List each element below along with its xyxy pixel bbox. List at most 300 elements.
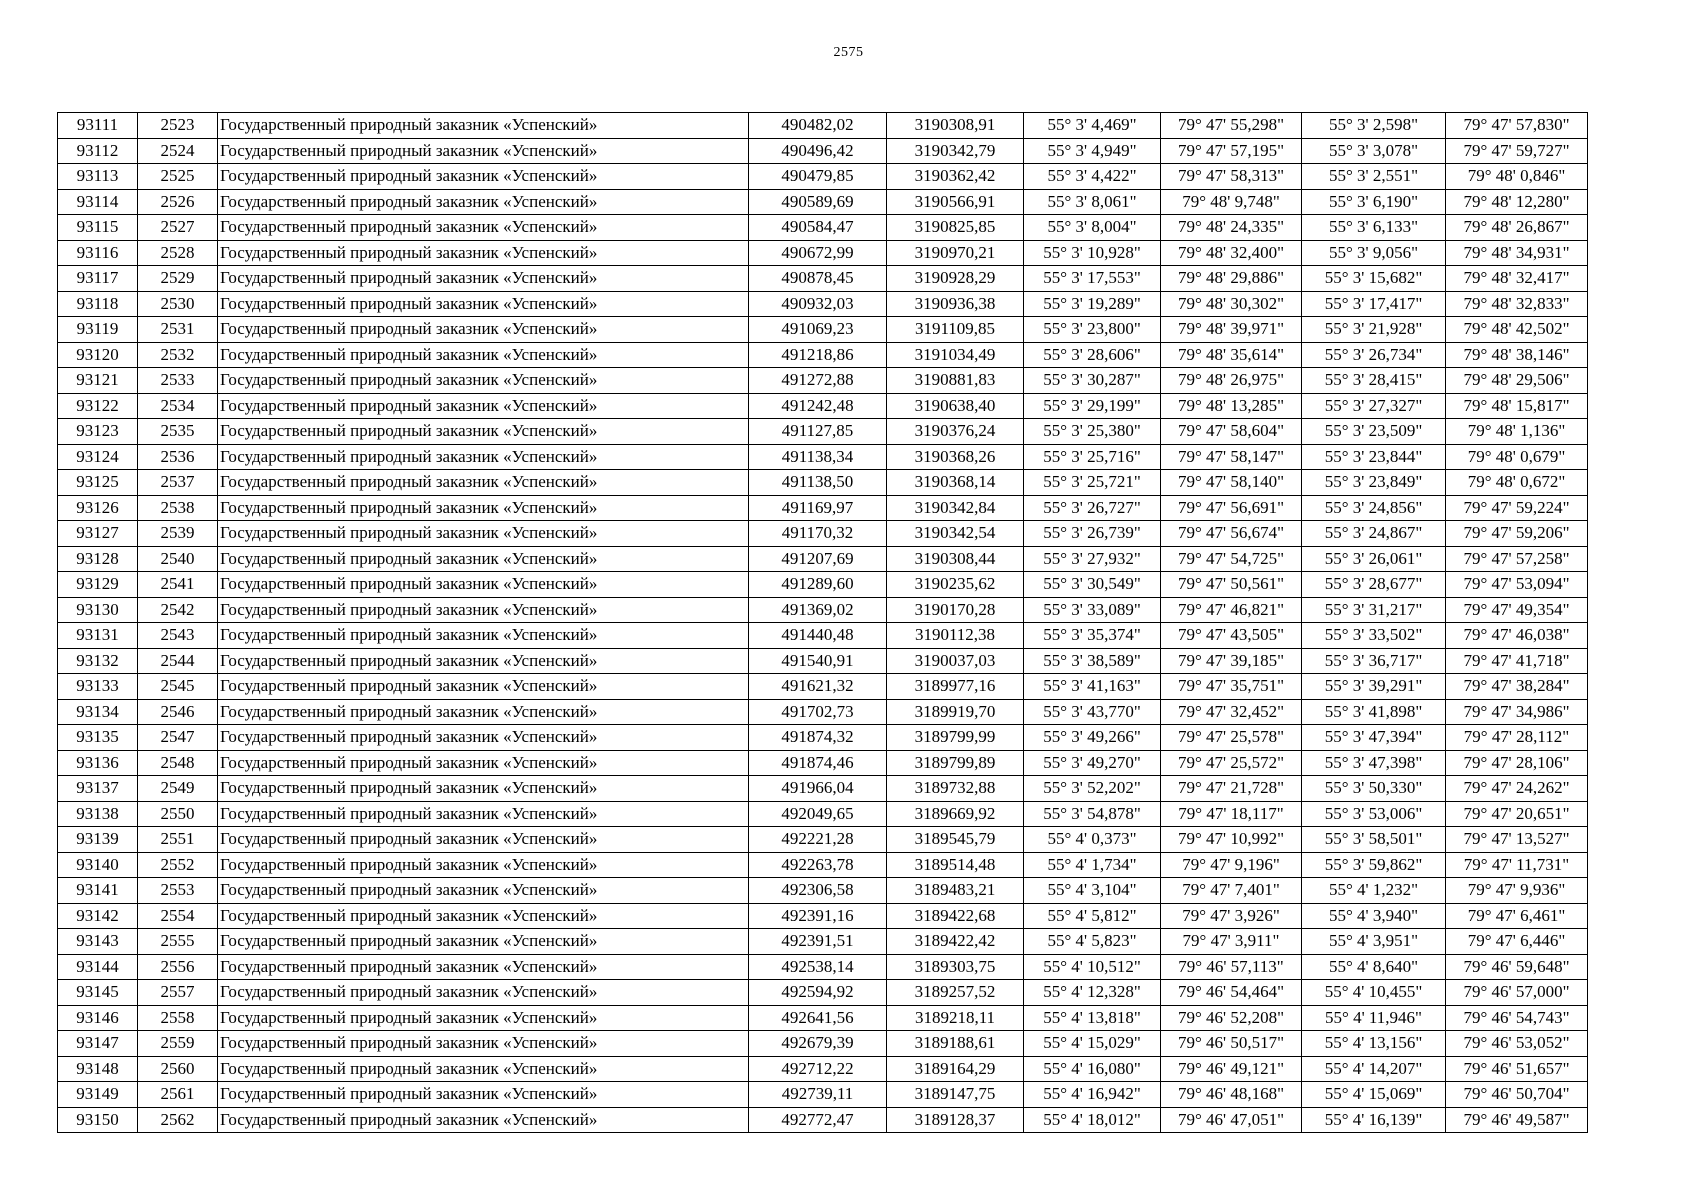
latitude-2-cell: 55° 3' 23,509"	[1302, 419, 1446, 445]
latitude-2-cell: 55° 3' 24,856"	[1302, 495, 1446, 521]
row-number-cell: 93117	[58, 266, 138, 292]
latitude-1-cell: 55° 3' 43,770"	[1024, 699, 1161, 725]
x-coordinate-cell: 491369,02	[749, 597, 887, 623]
table-row	[58, 699, 1588, 725]
y-coordinate-cell: 3189303,75	[887, 954, 1024, 980]
latitude-1-cell: 55° 3' 33,089"	[1024, 597, 1161, 623]
point-number-cell: 2545	[138, 674, 218, 700]
longitude-1-cell: 79° 47' 21,728"	[1161, 776, 1302, 802]
x-coordinate-cell: 491289,60	[749, 572, 887, 598]
name-cell: Государственный природный заказник «Успенский»	[218, 878, 749, 904]
latitude-2-cell: 55° 3' 41,898"	[1302, 699, 1446, 725]
point-number-cell: 2527	[138, 215, 218, 241]
point-number-cell: 2547	[138, 725, 218, 751]
name-cell: Государственный природный заказник «Успенский»	[218, 164, 749, 190]
longitude-1-cell: 79° 47' 39,185"	[1161, 648, 1302, 674]
y-coordinate-cell: 3190368,14	[887, 470, 1024, 496]
table-row	[58, 215, 1588, 241]
longitude-2-cell: 79° 47' 34,986"	[1446, 699, 1588, 725]
longitude-2-cell: 79° 48' 0,846"	[1446, 164, 1588, 190]
y-coordinate-cell: 3190308,44	[887, 546, 1024, 572]
latitude-2-cell: 55° 4' 14,207"	[1302, 1056, 1446, 1082]
latitude-1-cell: 55° 3' 35,374"	[1024, 623, 1161, 649]
x-coordinate-cell: 491966,04	[749, 776, 887, 802]
row-number-cell: 93149	[58, 1082, 138, 1108]
longitude-2-cell: 79° 48' 38,146"	[1446, 342, 1588, 368]
x-coordinate-cell: 492391,16	[749, 903, 887, 929]
table-row	[58, 291, 1588, 317]
longitude-2-cell: 79° 47' 46,038"	[1446, 623, 1588, 649]
x-coordinate-cell: 491874,32	[749, 725, 887, 751]
latitude-1-cell: 55° 4' 16,942"	[1024, 1082, 1161, 1108]
name-cell: Государственный природный заказник «Успенский»	[218, 776, 749, 802]
point-number-cell: 2556	[138, 954, 218, 980]
row-number-cell: 93132	[58, 648, 138, 674]
x-coordinate-cell: 491440,48	[749, 623, 887, 649]
longitude-1-cell: 79° 47' 56,691"	[1161, 495, 1302, 521]
longitude-1-cell: 79° 47' 58,604"	[1161, 419, 1302, 445]
latitude-1-cell: 55° 3' 4,469"	[1024, 113, 1161, 139]
y-coordinate-cell: 3190881,83	[887, 368, 1024, 394]
name-cell: Государственный природный заказник «Успенский»	[218, 521, 749, 547]
row-number-cell: 93135	[58, 725, 138, 751]
name-cell: Государственный природный заказник «Успенский»	[218, 801, 749, 827]
longitude-1-cell: 79° 47' 55,298"	[1161, 113, 1302, 139]
table-row	[58, 903, 1588, 929]
latitude-2-cell: 55° 3' 6,133"	[1302, 215, 1446, 241]
table-row	[58, 189, 1588, 215]
longitude-1-cell: 79° 47' 7,401"	[1161, 878, 1302, 904]
point-number-cell: 2553	[138, 878, 218, 904]
name-cell: Государственный природный заказник «Успенский»	[218, 852, 749, 878]
name-cell: Государственный природный заказник «Успенский»	[218, 1031, 749, 1057]
row-number-cell: 93143	[58, 929, 138, 955]
table-row	[58, 597, 1588, 623]
longitude-2-cell: 79° 47' 6,461"	[1446, 903, 1588, 929]
y-coordinate-cell: 3190368,26	[887, 444, 1024, 470]
point-number-cell: 2554	[138, 903, 218, 929]
table-row	[58, 852, 1588, 878]
latitude-2-cell: 55° 3' 33,502"	[1302, 623, 1446, 649]
table-row	[58, 776, 1588, 802]
longitude-2-cell: 79° 48' 34,931"	[1446, 240, 1588, 266]
y-coordinate-cell: 3189422,68	[887, 903, 1024, 929]
latitude-2-cell: 55° 3' 27,327"	[1302, 393, 1446, 419]
name-cell: Государственный природный заказник «Успенский»	[218, 317, 749, 343]
y-coordinate-cell: 3190376,24	[887, 419, 1024, 445]
y-coordinate-cell: 3190638,40	[887, 393, 1024, 419]
table-row	[58, 1005, 1588, 1031]
row-number-cell: 93133	[58, 674, 138, 700]
table-row	[58, 495, 1588, 521]
latitude-2-cell: 55° 3' 36,717"	[1302, 648, 1446, 674]
longitude-1-cell: 79° 47' 46,821"	[1161, 597, 1302, 623]
point-number-cell: 2562	[138, 1107, 218, 1133]
longitude-1-cell: 79° 46' 52,208"	[1161, 1005, 1302, 1031]
point-number-cell: 2534	[138, 393, 218, 419]
latitude-2-cell: 55° 3' 26,061"	[1302, 546, 1446, 572]
x-coordinate-cell: 492641,56	[749, 1005, 887, 1031]
longitude-1-cell: 79° 48' 29,886"	[1161, 266, 1302, 292]
row-number-cell: 93111	[58, 113, 138, 139]
name-cell: Государственный природный заказник «Успенский»	[218, 189, 749, 215]
y-coordinate-cell: 3191109,85	[887, 317, 1024, 343]
point-number-cell: 2526	[138, 189, 218, 215]
latitude-2-cell: 55° 4' 15,069"	[1302, 1082, 1446, 1108]
x-coordinate-cell: 491272,88	[749, 368, 887, 394]
y-coordinate-cell: 3190037,03	[887, 648, 1024, 674]
latitude-1-cell: 55° 3' 30,287"	[1024, 368, 1161, 394]
latitude-1-cell: 55° 4' 12,328"	[1024, 980, 1161, 1006]
latitude-2-cell: 55° 3' 23,849"	[1302, 470, 1446, 496]
longitude-2-cell: 79° 47' 53,094"	[1446, 572, 1588, 598]
point-number-cell: 2539	[138, 521, 218, 547]
latitude-2-cell: 55° 4' 10,455"	[1302, 980, 1446, 1006]
name-cell: Государственный природный заказник «Успенский»	[218, 444, 749, 470]
latitude-1-cell: 55° 4' 15,029"	[1024, 1031, 1161, 1057]
table-row	[58, 546, 1588, 572]
longitude-1-cell: 79° 47' 54,725"	[1161, 546, 1302, 572]
latitude-2-cell: 55° 3' 21,928"	[1302, 317, 1446, 343]
latitude-1-cell: 55° 4' 5,812"	[1024, 903, 1161, 929]
row-number-cell: 93123	[58, 419, 138, 445]
x-coordinate-cell: 491621,32	[749, 674, 887, 700]
longitude-1-cell: 79° 46' 48,168"	[1161, 1082, 1302, 1108]
row-number-cell: 93141	[58, 878, 138, 904]
longitude-1-cell: 79° 48' 26,975"	[1161, 368, 1302, 394]
longitude-2-cell: 79° 46' 51,657"	[1446, 1056, 1588, 1082]
table-row	[58, 419, 1588, 445]
name-cell: Государственный природный заказник «Успенский»	[218, 368, 749, 394]
longitude-2-cell: 79° 48' 32,417"	[1446, 266, 1588, 292]
y-coordinate-cell: 3189545,79	[887, 827, 1024, 853]
point-number-cell: 2530	[138, 291, 218, 317]
table-row	[58, 623, 1588, 649]
name-cell: Государственный природный заказник «Успенский»	[218, 1056, 749, 1082]
latitude-1-cell: 55° 3' 25,716"	[1024, 444, 1161, 470]
name-cell: Государственный природный заказник «Успенский»	[218, 572, 749, 598]
row-number-cell: 93139	[58, 827, 138, 853]
point-number-cell: 2535	[138, 419, 218, 445]
x-coordinate-cell: 491138,34	[749, 444, 887, 470]
latitude-1-cell: 55° 3' 49,270"	[1024, 750, 1161, 776]
name-cell: Государственный природный заказник «Успенский»	[218, 291, 749, 317]
x-coordinate-cell: 492263,78	[749, 852, 887, 878]
row-number-cell: 93146	[58, 1005, 138, 1031]
name-cell: Государственный природный заказник «Успенский»	[218, 1082, 749, 1108]
latitude-1-cell: 55° 3' 30,549"	[1024, 572, 1161, 598]
latitude-1-cell: 55° 3' 8,004"	[1024, 215, 1161, 241]
y-coordinate-cell: 3189799,89	[887, 750, 1024, 776]
longitude-1-cell: 79° 46' 47,051"	[1161, 1107, 1302, 1133]
longitude-2-cell: 79° 47' 13,527"	[1446, 827, 1588, 853]
longitude-2-cell: 79° 46' 50,704"	[1446, 1082, 1588, 1108]
point-number-cell: 2540	[138, 546, 218, 572]
row-number-cell: 93129	[58, 572, 138, 598]
longitude-1-cell: 79° 48' 24,335"	[1161, 215, 1302, 241]
name-cell: Государственный природный заказник «Успенский»	[218, 954, 749, 980]
longitude-2-cell: 79° 47' 6,446"	[1446, 929, 1588, 955]
longitude-2-cell: 79° 47' 28,106"	[1446, 750, 1588, 776]
x-coordinate-cell: 492538,14	[749, 954, 887, 980]
table-row	[58, 648, 1588, 674]
point-number-cell: 2528	[138, 240, 218, 266]
y-coordinate-cell: 3190825,85	[887, 215, 1024, 241]
latitude-2-cell: 55° 3' 47,394"	[1302, 725, 1446, 751]
latitude-1-cell: 55° 4' 5,823"	[1024, 929, 1161, 955]
table-row	[58, 342, 1588, 368]
longitude-1-cell: 79° 48' 30,302"	[1161, 291, 1302, 317]
point-number-cell: 2544	[138, 648, 218, 674]
longitude-1-cell: 79° 47' 43,505"	[1161, 623, 1302, 649]
y-coordinate-cell: 3190342,54	[887, 521, 1024, 547]
longitude-2-cell: 79° 47' 9,936"	[1446, 878, 1588, 904]
name-cell: Государственный природный заказник «Успенский»	[218, 725, 749, 751]
latitude-2-cell: 55° 4' 13,156"	[1302, 1031, 1446, 1057]
x-coordinate-cell: 490589,69	[749, 189, 887, 215]
table-row	[58, 929, 1588, 955]
x-coordinate-cell: 491540,91	[749, 648, 887, 674]
y-coordinate-cell: 3190342,79	[887, 138, 1024, 164]
row-number-cell: 93122	[58, 393, 138, 419]
latitude-1-cell: 55° 3' 4,949"	[1024, 138, 1161, 164]
y-coordinate-cell: 3189164,29	[887, 1056, 1024, 1082]
latitude-2-cell: 55° 3' 53,006"	[1302, 801, 1446, 827]
latitude-1-cell: 55° 3' 23,800"	[1024, 317, 1161, 343]
point-number-cell: 2558	[138, 1005, 218, 1031]
y-coordinate-cell: 3190566,91	[887, 189, 1024, 215]
longitude-2-cell: 79° 48' 0,679"	[1446, 444, 1588, 470]
table-row	[58, 164, 1588, 190]
row-number-cell: 93134	[58, 699, 138, 725]
table-row	[58, 470, 1588, 496]
latitude-1-cell: 55° 3' 54,878"	[1024, 801, 1161, 827]
longitude-1-cell: 79° 48' 9,748"	[1161, 189, 1302, 215]
point-number-cell: 2548	[138, 750, 218, 776]
latitude-1-cell: 55° 4' 18,012"	[1024, 1107, 1161, 1133]
name-cell: Государственный природный заказник «Успенский»	[218, 648, 749, 674]
latitude-1-cell: 55° 4' 0,373"	[1024, 827, 1161, 853]
row-number-cell: 93126	[58, 495, 138, 521]
longitude-1-cell: 79° 48' 13,285"	[1161, 393, 1302, 419]
row-number-cell: 93115	[58, 215, 138, 241]
name-cell: Государственный природный заказник «Успенский»	[218, 980, 749, 1006]
point-number-cell: 2555	[138, 929, 218, 955]
y-coordinate-cell: 3191034,49	[887, 342, 1024, 368]
y-coordinate-cell: 3189218,11	[887, 1005, 1024, 1031]
longitude-2-cell: 79° 48' 12,280"	[1446, 189, 1588, 215]
x-coordinate-cell: 492049,65	[749, 801, 887, 827]
latitude-2-cell: 55° 3' 9,056"	[1302, 240, 1446, 266]
latitude-1-cell: 55° 3' 8,061"	[1024, 189, 1161, 215]
name-cell: Государственный природный заказник «Успенский»	[218, 393, 749, 419]
longitude-2-cell: 79° 47' 20,651"	[1446, 801, 1588, 827]
y-coordinate-cell: 3190308,91	[887, 113, 1024, 139]
x-coordinate-cell: 492391,51	[749, 929, 887, 955]
latitude-2-cell: 55° 3' 50,330"	[1302, 776, 1446, 802]
x-coordinate-cell: 491702,73	[749, 699, 887, 725]
x-coordinate-cell: 491242,48	[749, 393, 887, 419]
x-coordinate-cell: 491069,23	[749, 317, 887, 343]
table-row	[58, 113, 1588, 139]
latitude-2-cell: 55° 3' 28,415"	[1302, 368, 1446, 394]
row-number-cell: 93130	[58, 597, 138, 623]
row-number-cell: 93137	[58, 776, 138, 802]
latitude-1-cell: 55° 3' 49,266"	[1024, 725, 1161, 751]
point-number-cell: 2561	[138, 1082, 218, 1108]
row-number-cell: 93131	[58, 623, 138, 649]
y-coordinate-cell: 3190342,84	[887, 495, 1024, 521]
name-cell: Государственный природный заказник «Успенский»	[218, 342, 749, 368]
latitude-2-cell: 55° 4' 3,951"	[1302, 929, 1446, 955]
point-number-cell: 2551	[138, 827, 218, 853]
longitude-1-cell: 79° 47' 25,578"	[1161, 725, 1302, 751]
name-cell: Государственный природный заказник «Успенский»	[218, 750, 749, 776]
y-coordinate-cell: 3189799,99	[887, 725, 1024, 751]
x-coordinate-cell: 490932,03	[749, 291, 887, 317]
longitude-2-cell: 79° 46' 54,743"	[1446, 1005, 1588, 1031]
row-number-cell: 93125	[58, 470, 138, 496]
y-coordinate-cell: 3190170,28	[887, 597, 1024, 623]
name-cell: Государственный природный заказник «Успенский»	[218, 266, 749, 292]
point-number-cell: 2525	[138, 164, 218, 190]
x-coordinate-cell: 492594,92	[749, 980, 887, 1006]
latitude-1-cell: 55° 3' 4,422"	[1024, 164, 1161, 190]
y-coordinate-cell: 3189257,52	[887, 980, 1024, 1006]
longitude-1-cell: 79° 46' 49,121"	[1161, 1056, 1302, 1082]
point-number-cell: 2557	[138, 980, 218, 1006]
row-number-cell: 93144	[58, 954, 138, 980]
name-cell: Государственный природный заказник «Успенский»	[218, 495, 749, 521]
longitude-2-cell: 79° 48' 29,506"	[1446, 368, 1588, 394]
name-cell: Государственный природный заказник «Успенский»	[218, 903, 749, 929]
x-coordinate-cell: 490479,85	[749, 164, 887, 190]
latitude-2-cell: 55° 3' 15,682"	[1302, 266, 1446, 292]
name-cell: Государственный природный заказник «Успенский»	[218, 240, 749, 266]
x-coordinate-cell: 490878,45	[749, 266, 887, 292]
longitude-2-cell: 79° 47' 59,224"	[1446, 495, 1588, 521]
point-number-cell: 2559	[138, 1031, 218, 1057]
latitude-1-cell: 55° 3' 25,721"	[1024, 470, 1161, 496]
row-number-cell: 93128	[58, 546, 138, 572]
longitude-2-cell: 79° 48' 26,867"	[1446, 215, 1588, 241]
y-coordinate-cell: 3189188,61	[887, 1031, 1024, 1057]
name-cell: Государственный природный заказник «Успенский»	[218, 827, 749, 853]
latitude-2-cell: 55° 3' 23,844"	[1302, 444, 1446, 470]
x-coordinate-cell: 491169,97	[749, 495, 887, 521]
point-number-cell: 2532	[138, 342, 218, 368]
name-cell: Государственный природный заказник «Успенский»	[218, 623, 749, 649]
longitude-2-cell: 79° 48' 1,136"	[1446, 419, 1588, 445]
point-number-cell: 2529	[138, 266, 218, 292]
y-coordinate-cell: 3190235,62	[887, 572, 1024, 598]
latitude-2-cell: 55° 3' 28,677"	[1302, 572, 1446, 598]
point-number-cell: 2531	[138, 317, 218, 343]
latitude-1-cell: 55° 3' 41,163"	[1024, 674, 1161, 700]
latitude-2-cell: 55° 3' 26,734"	[1302, 342, 1446, 368]
longitude-1-cell: 79° 46' 54,464"	[1161, 980, 1302, 1006]
point-number-cell: 2542	[138, 597, 218, 623]
row-number-cell: 93114	[58, 189, 138, 215]
longitude-2-cell: 79° 48' 32,833"	[1446, 291, 1588, 317]
latitude-2-cell: 55° 4' 16,139"	[1302, 1107, 1446, 1133]
x-coordinate-cell: 490584,47	[749, 215, 887, 241]
name-cell: Государственный природный заказник «Успенский»	[218, 419, 749, 445]
longitude-1-cell: 79° 48' 35,614"	[1161, 342, 1302, 368]
point-number-cell: 2523	[138, 113, 218, 139]
x-coordinate-cell: 490482,02	[749, 113, 887, 139]
longitude-1-cell: 79° 47' 3,926"	[1161, 903, 1302, 929]
longitude-1-cell: 79° 46' 57,113"	[1161, 954, 1302, 980]
row-number-cell: 93147	[58, 1031, 138, 1057]
latitude-1-cell: 55° 3' 28,606"	[1024, 342, 1161, 368]
row-number-cell: 93150	[58, 1107, 138, 1133]
latitude-2-cell: 55° 4' 3,940"	[1302, 903, 1446, 929]
name-cell: Государственный природный заказник «Успенский»	[218, 113, 749, 139]
latitude-1-cell: 55° 3' 26,739"	[1024, 521, 1161, 547]
longitude-2-cell: 79° 46' 59,648"	[1446, 954, 1588, 980]
latitude-1-cell: 55° 3' 10,928"	[1024, 240, 1161, 266]
coordinates-table	[57, 112, 1588, 1133]
longitude-1-cell: 79° 47' 18,117"	[1161, 801, 1302, 827]
y-coordinate-cell: 3190936,38	[887, 291, 1024, 317]
x-coordinate-cell: 490496,42	[749, 138, 887, 164]
point-number-cell: 2541	[138, 572, 218, 598]
row-number-cell: 93148	[58, 1056, 138, 1082]
table-row	[58, 1056, 1588, 1082]
table-row	[58, 368, 1588, 394]
x-coordinate-cell: 492221,28	[749, 827, 887, 853]
longitude-2-cell: 79° 46' 57,000"	[1446, 980, 1588, 1006]
table-row	[58, 980, 1588, 1006]
row-number-cell: 93118	[58, 291, 138, 317]
latitude-1-cell: 55° 3' 17,553"	[1024, 266, 1161, 292]
latitude-2-cell: 55° 3' 39,291"	[1302, 674, 1446, 700]
longitude-1-cell: 79° 47' 32,452"	[1161, 699, 1302, 725]
name-cell: Государственный природный заказник «Успенский»	[218, 546, 749, 572]
table-row	[58, 521, 1588, 547]
name-cell: Государственный природный заказник «Успенский»	[218, 470, 749, 496]
name-cell: Государственный природный заказник «Успенский»	[218, 1107, 749, 1133]
name-cell: Государственный природный заказник «Успенский»	[218, 138, 749, 164]
y-coordinate-cell: 3189128,37	[887, 1107, 1024, 1133]
row-number-cell: 93136	[58, 750, 138, 776]
table-row	[58, 954, 1588, 980]
longitude-2-cell: 79° 47' 41,718"	[1446, 648, 1588, 674]
longitude-1-cell: 79° 48' 32,400"	[1161, 240, 1302, 266]
longitude-2-cell: 79° 47' 28,112"	[1446, 725, 1588, 751]
latitude-2-cell: 55° 3' 31,217"	[1302, 597, 1446, 623]
x-coordinate-cell: 492712,22	[749, 1056, 887, 1082]
x-coordinate-cell: 491207,69	[749, 546, 887, 572]
x-coordinate-cell: 492739,11	[749, 1082, 887, 1108]
table-row	[58, 444, 1588, 470]
row-number-cell: 93127	[58, 521, 138, 547]
y-coordinate-cell: 3190112,38	[887, 623, 1024, 649]
table-row	[58, 138, 1588, 164]
latitude-1-cell: 55° 3' 27,932"	[1024, 546, 1161, 572]
x-coordinate-cell: 491170,32	[749, 521, 887, 547]
latitude-2-cell: 55° 3' 2,598"	[1302, 113, 1446, 139]
table-row	[58, 317, 1588, 343]
longitude-1-cell: 79° 48' 39,971"	[1161, 317, 1302, 343]
longitude-2-cell: 79° 46' 49,587"	[1446, 1107, 1588, 1133]
latitude-2-cell: 55° 4' 8,640"	[1302, 954, 1446, 980]
latitude-2-cell: 55° 4' 1,232"	[1302, 878, 1446, 904]
table-body	[58, 113, 1588, 1133]
longitude-2-cell: 79° 47' 11,731"	[1446, 852, 1588, 878]
table-row	[58, 393, 1588, 419]
